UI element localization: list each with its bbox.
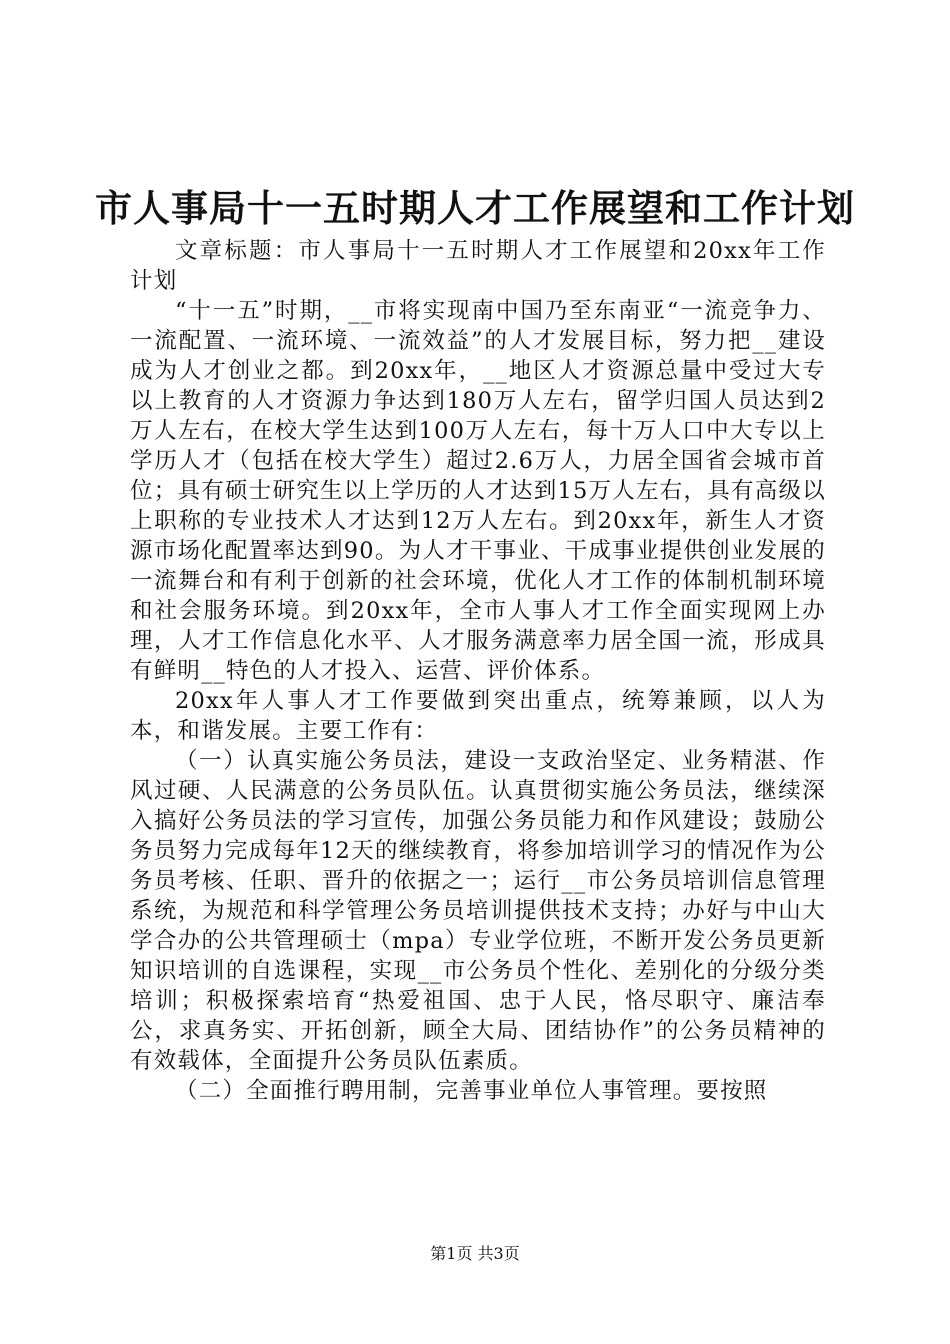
page-number-footer: 第1页 共3页 xyxy=(430,1244,520,1263)
paragraph-civil-servant-law: （一）认真实施公务员法，建设一支政治坚定、业务精湛、作风过硬、人民满意的公务员队伍。认真贯彻实施公务员法，继续深入搞好公务员法的学习宣传，加强公务员能力和作风建设；鼓励公务员努力完成每年12天的继续教育，将参加培训学习的情况作为公务员考核、任职、晋升的依据之一；运行__市公务员培训信息管理系统，为规范和科学管理公务员培训提供技术支持；办好与中山大学合办的公共管理硕士（mpa）专业学位班，不断开发公务员更新知识培训的自选课程，实现__市公务员个性化、差别化的分级分类培训；积极探索培育“热爱祖国、忠于人民，恪尽职守、廉洁奉公，求真务实、开拓创新，顾全大局、团结协作”的公务员精神的有效载体，全面提升公务员队伍素质。 xyxy=(130,748,826,1074)
document-body xyxy=(130,236,826,1106)
document-title: 市人事局十一五时期人才工作展望和工作计划 xyxy=(95,186,855,230)
paragraph-development-goals: “十一五”时期，__市将实现南中国乃至东南亚“一流竞争力、一流配置、一流环境、一流效益”的人才发展目标，努力把__建设成为人才创业之都。到20xx年，__地区人才资源总量中受过大专以上教育的人才资源力争达到180万人左右，留学归国人员达到2万人左右，在校大学生达到100万人左右，每十万人口中大专以上学历人才（包括在校大学生）超过2.6万人，力居全国省会城市首位；具有硕士研究生以上学历的人才达到15万人左右，具有高级以上职称的专业技术人才达到12万人左右。到20xx年，新生人才资源市场化配置率达到90。为人才干事业、干成事业提供创业发展的一流舞台和有利于创新的社会环境，优化人才工作的体制机制环境和社会服务环境。到20xx年，全市人事人才工作全面实现网上办理，人才工作信息化水平、人才服务满意率力居全国一流，形成具有鲜明__特色的人才投入、运营、评价体系。 xyxy=(130,298,826,684)
paragraph-work-principles: 20xx年人事人才工作要做到突出重点，统筹兼顾，以人为本，和谐发展。主要工作有： xyxy=(130,688,826,744)
paragraph-article-heading: 文章标题：市人事局十一五时期人才工作展望和20xx年工作计划 xyxy=(130,238,826,294)
paragraph-employment-system: （二）全面推行聘用制，完善事业单位人事管理。要按照 xyxy=(175,1078,768,1104)
